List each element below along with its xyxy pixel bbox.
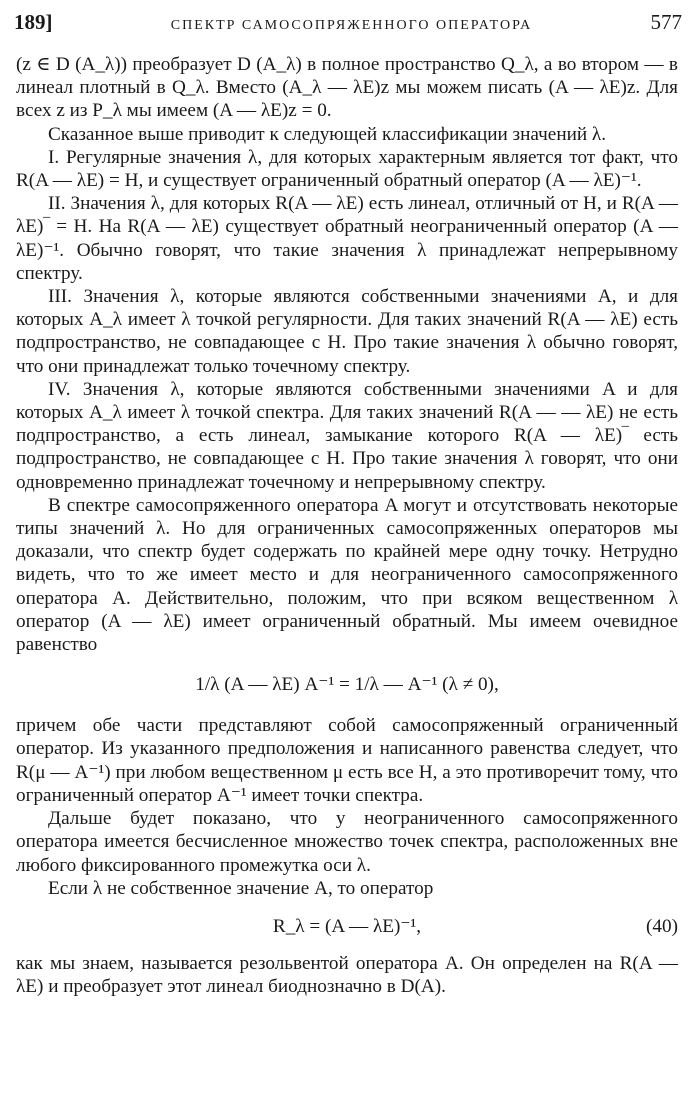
paragraph-class-ii: II. Значения λ, для которых R(A — λE) есть линеал, отличный от H, и R(A — λE)‾ = H. На R(A — λE) существует обратный неограниченный оператор (A — λE)⁻¹. Обычно говорят, что такие значения λ принадлежат непрерывному спектру.: [16, 193, 678, 284]
page-number: 577: [650, 10, 682, 34]
equation-number: (40): [646, 915, 678, 937]
page-header: [14, 10, 682, 38]
paragraph-continuation: (z ∈ D (A_λ)) преобразует D (A_λ) в полное пространство Q_λ, а во втором — в линеал плотный в Q_λ. Вместо (A_λ — λE)z мы можем писать (A — λE)z. Для всех z из P_λ мы имеем (A — λE)z = 0.: [16, 54, 678, 122]
paragraph-spectrum-types: В спектре самосопряженного оператора A могут и отсутствовать некоторые типы значений λ. Но для ограниченных самосопряженных операторов мы доказали, что спектр будет содержать по крайней мере одну точку. Нетрудно видеть, что то же имеет место и для неограниченного самосопряженного оператора A. Действительно, положим, что при всяком вещественном λ оператор (A — λE) имеет ограниченный обратный. Мы имеем очевидное равенство: [16, 494, 678, 656]
paragraph-unbounded-spectrum: Дальше будет показано, что у неограниченного самосопряженного оператора имеется бесчисленное множество точек спектра, расположенных вне любого фиксированного промежутка оси λ.: [16, 808, 678, 876]
paragraph-contradiction: причем обе части представляют собой самосопряженный ограниченный оператор. Из указанного предположения и написанного равенства следует, что R(μ — A⁻¹) при любом вещественном μ есть все H, а это противоречит тому, что ограниченный оператор A⁻¹ имеет точки спектра.: [16, 715, 678, 806]
running-title: СПЕКТР САМОСОПРЯЖЕННОГО ОПЕРАТОРА: [170, 18, 533, 33]
paragraph-class-iv: IV. Значения λ, которые являются собственными значениями A и для которых A_λ имеет λ точкой спектра. Для таких значений R(A — — λE) не есть подпространство, а есть линеал, замыкание которого R(A — λE)‾ есть подпространство, не совпадающее с H. Про такие значения λ говорят, что они одновременно принадлежат точечному и непрерывному спектру.: [16, 378, 678, 493]
page-body: [16, 53, 678, 998]
paragraph-class-i: I. Регулярные значения λ, для которых характерным является тот факт, что R(A — λE) = H, и существует ограниченный обратный оператор (A — λE)⁻¹.: [16, 146, 678, 192]
section-number: 189]: [14, 10, 53, 34]
formula-resolvent-expression: R_λ = (A — λE)⁻¹,: [272, 915, 422, 937]
paragraph-classification-intro: Сказанное выше приводит к следующей классификации значений λ.: [48, 123, 607, 145]
paragraph-resolvent-intro: Если λ не собственное значение A, то оператор: [48, 877, 434, 899]
formula-inverse-identity: 1/λ (A — λE) A⁻¹ = 1/λ — A⁻¹ (λ ≠ 0),: [195, 674, 499, 696]
formula-resolvent: [16, 914, 678, 940]
paragraph-class-iii: III. Значения λ, которые являются собственными значениями A, и для которых A_λ имеет λ точкой регулярности. Для таких значений R(A — λE) есть подпространство, не совпадающее с H. Про такие значения λ обычно говорят, что они принадлежат только точечному спектру.: [16, 286, 678, 377]
paragraph-resolvent-definition: как мы знаем, называется резольвентой оператора A. Он определен на R(A — λE) и преобразует этот линеал биоднозначно в D(A).: [16, 952, 678, 998]
